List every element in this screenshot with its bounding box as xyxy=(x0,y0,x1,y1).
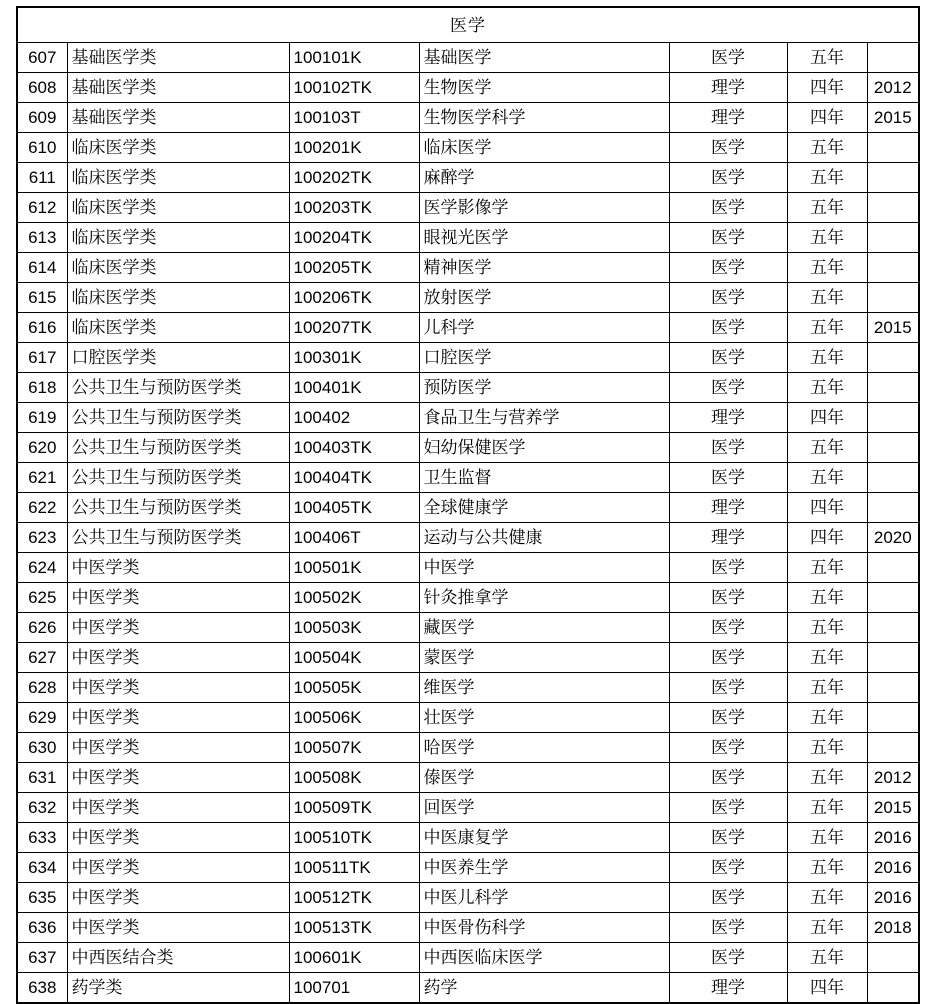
added-year xyxy=(867,253,919,283)
major-id: 636 xyxy=(17,913,67,943)
major-name: 放射医学 xyxy=(419,283,669,313)
major-name: 卫生监督 xyxy=(419,463,669,493)
degree-type: 医学 xyxy=(669,913,787,943)
degree-type: 医学 xyxy=(669,163,787,193)
study-years: 五年 xyxy=(787,433,867,463)
major-name: 妇幼保健医学 xyxy=(419,433,669,463)
major-category: 公共卫生与预防医学类 xyxy=(67,493,289,523)
major-code: 100512TK xyxy=(289,883,419,913)
major-id: 614 xyxy=(17,253,67,283)
major-name: 运动与公共健康 xyxy=(419,523,669,553)
major-id: 629 xyxy=(17,703,67,733)
study-years: 四年 xyxy=(787,403,867,433)
major-code: 100601K xyxy=(289,943,419,973)
major-code: 100508K xyxy=(289,763,419,793)
table-row xyxy=(17,43,919,73)
major-category: 中医学类 xyxy=(67,763,289,793)
table-row xyxy=(17,433,919,463)
major-name: 药学 xyxy=(419,973,669,1004)
table-row xyxy=(17,913,919,943)
major-name: 口腔医学 xyxy=(419,343,669,373)
major-name: 蒙医学 xyxy=(419,643,669,673)
major-code: 100103T xyxy=(289,103,419,133)
degree-type: 理学 xyxy=(669,493,787,523)
major-name: 食品卫生与营养学 xyxy=(419,403,669,433)
degree-type: 医学 xyxy=(669,853,787,883)
study-years: 五年 xyxy=(787,793,867,823)
table-row xyxy=(17,103,919,133)
major-name: 哈医学 xyxy=(419,733,669,763)
degree-type: 医学 xyxy=(669,433,787,463)
major-name: 傣医学 xyxy=(419,763,669,793)
study-years: 五年 xyxy=(787,613,867,643)
degree-type: 医学 xyxy=(669,553,787,583)
degree-type: 医学 xyxy=(669,43,787,73)
major-code: 100507K xyxy=(289,733,419,763)
study-years: 五年 xyxy=(787,763,867,793)
major-name: 眼视光医学 xyxy=(419,223,669,253)
major-category: 中医学类 xyxy=(67,823,289,853)
major-name: 壮医学 xyxy=(419,703,669,733)
added-year: 2015 xyxy=(867,103,919,133)
major-category: 公共卫生与预防医学类 xyxy=(67,403,289,433)
major-code: 100506K xyxy=(289,703,419,733)
added-year xyxy=(867,943,919,973)
major-id: 626 xyxy=(17,613,67,643)
table-row xyxy=(17,373,919,403)
added-year: 2012 xyxy=(867,763,919,793)
table-row xyxy=(17,403,919,433)
added-year xyxy=(867,553,919,583)
degree-type: 理学 xyxy=(669,523,787,553)
added-year xyxy=(867,283,919,313)
table-row xyxy=(17,673,919,703)
table-row xyxy=(17,973,919,1004)
major-code: 100403TK xyxy=(289,433,419,463)
major-category: 中医学类 xyxy=(67,613,289,643)
major-name: 中医养生学 xyxy=(419,853,669,883)
table-row xyxy=(17,313,919,343)
major-category: 临床医学类 xyxy=(67,193,289,223)
major-name: 预防医学 xyxy=(419,373,669,403)
major-category: 中医学类 xyxy=(67,643,289,673)
added-year xyxy=(867,43,919,73)
major-name: 麻醉学 xyxy=(419,163,669,193)
major-id: 621 xyxy=(17,463,67,493)
major-id: 625 xyxy=(17,583,67,613)
major-id: 607 xyxy=(17,43,67,73)
major-code: 100406T xyxy=(289,523,419,553)
table-row xyxy=(17,583,919,613)
study-years: 五年 xyxy=(787,733,867,763)
major-id: 630 xyxy=(17,733,67,763)
table-row xyxy=(17,763,919,793)
study-years: 五年 xyxy=(787,673,867,703)
major-category: 临床医学类 xyxy=(67,133,289,163)
study-years: 五年 xyxy=(787,343,867,373)
major-id: 623 xyxy=(17,523,67,553)
major-category: 公共卫生与预防医学类 xyxy=(67,433,289,463)
major-id: 609 xyxy=(17,103,67,133)
table-row xyxy=(17,883,919,913)
major-name: 临床医学 xyxy=(419,133,669,163)
major-code: 100505K xyxy=(289,673,419,703)
major-category: 基础医学类 xyxy=(67,43,289,73)
table-row xyxy=(17,253,919,283)
degree-type: 医学 xyxy=(669,253,787,283)
major-code: 100206TK xyxy=(289,283,419,313)
major-id: 620 xyxy=(17,433,67,463)
major-name: 中医骨伤科学 xyxy=(419,913,669,943)
major-category: 中医学类 xyxy=(67,583,289,613)
major-id: 615 xyxy=(17,283,67,313)
major-code: 100301K xyxy=(289,343,419,373)
degree-type: 医学 xyxy=(669,823,787,853)
added-year: 2015 xyxy=(867,313,919,343)
table-row xyxy=(17,223,919,253)
major-id: 638 xyxy=(17,973,67,1004)
major-category: 中医学类 xyxy=(67,733,289,763)
table-body xyxy=(17,7,919,1003)
major-name: 生物医学 xyxy=(419,73,669,103)
major-code: 100402 xyxy=(289,403,419,433)
added-year xyxy=(867,613,919,643)
major-name: 中西医临床医学 xyxy=(419,943,669,973)
study-years: 五年 xyxy=(787,373,867,403)
major-id: 616 xyxy=(17,313,67,343)
study-years: 五年 xyxy=(787,943,867,973)
table-row xyxy=(17,283,919,313)
major-code: 100404TK xyxy=(289,463,419,493)
major-id: 612 xyxy=(17,193,67,223)
major-name: 中医儿科学 xyxy=(419,883,669,913)
table-row xyxy=(17,193,919,223)
study-years: 四年 xyxy=(787,523,867,553)
degree-type: 医学 xyxy=(669,463,787,493)
added-year xyxy=(867,343,919,373)
major-id: 634 xyxy=(17,853,67,883)
major-code: 100205TK xyxy=(289,253,419,283)
study-years: 五年 xyxy=(787,193,867,223)
degree-type: 理学 xyxy=(669,403,787,433)
added-year xyxy=(867,733,919,763)
degree-type: 医学 xyxy=(669,613,787,643)
study-years: 五年 xyxy=(787,283,867,313)
major-name: 精神医学 xyxy=(419,253,669,283)
degree-type: 医学 xyxy=(669,283,787,313)
study-years: 五年 xyxy=(787,553,867,583)
table-row xyxy=(17,853,919,883)
table-row xyxy=(17,133,919,163)
major-name: 回医学 xyxy=(419,793,669,823)
table-row xyxy=(17,943,919,973)
major-id: 632 xyxy=(17,793,67,823)
degree-type: 医学 xyxy=(669,583,787,613)
major-id: 628 xyxy=(17,673,67,703)
degree-type: 医学 xyxy=(669,673,787,703)
table-row xyxy=(17,703,919,733)
major-name: 医学影像学 xyxy=(419,193,669,223)
degree-type: 医学 xyxy=(669,883,787,913)
study-years: 五年 xyxy=(787,463,867,493)
major-category: 公共卫生与预防医学类 xyxy=(67,373,289,403)
major-code: 100509TK xyxy=(289,793,419,823)
major-code: 100204TK xyxy=(289,223,419,253)
major-code: 100202TK xyxy=(289,163,419,193)
added-year xyxy=(867,463,919,493)
table-row xyxy=(17,733,919,763)
degree-type: 理学 xyxy=(669,73,787,103)
major-category: 基础医学类 xyxy=(67,103,289,133)
major-code: 100401K xyxy=(289,373,419,403)
degree-type: 医学 xyxy=(669,343,787,373)
major-category: 中医学类 xyxy=(67,673,289,703)
major-category: 公共卫生与预防医学类 xyxy=(67,463,289,493)
major-name: 基础医学 xyxy=(419,43,669,73)
major-category: 临床医学类 xyxy=(67,253,289,283)
degree-type: 医学 xyxy=(669,703,787,733)
major-name: 藏医学 xyxy=(419,613,669,643)
added-year: 2016 xyxy=(867,883,919,913)
major-id: 631 xyxy=(17,763,67,793)
major-id: 622 xyxy=(17,493,67,523)
study-years: 五年 xyxy=(787,823,867,853)
added-year: 2012 xyxy=(867,73,919,103)
major-category: 药学类 xyxy=(67,973,289,1004)
major-category: 中医学类 xyxy=(67,793,289,823)
major-name: 针灸推拿学 xyxy=(419,583,669,613)
degree-type: 医学 xyxy=(669,643,787,673)
major-code: 100101K xyxy=(289,43,419,73)
major-code: 100203TK xyxy=(289,193,419,223)
major-code: 100511TK xyxy=(289,853,419,883)
study-years: 五年 xyxy=(787,253,867,283)
major-code: 100513TK xyxy=(289,913,419,943)
major-catalog-table xyxy=(16,6,920,1004)
study-years: 五年 xyxy=(787,853,867,883)
degree-type: 医学 xyxy=(669,373,787,403)
added-year: 2020 xyxy=(867,523,919,553)
table-row xyxy=(17,463,919,493)
study-years: 五年 xyxy=(787,223,867,253)
degree-type: 医学 xyxy=(669,223,787,253)
study-years: 五年 xyxy=(787,643,867,673)
table-row xyxy=(17,613,919,643)
major-code: 100102TK xyxy=(289,73,419,103)
study-years: 四年 xyxy=(787,73,867,103)
added-year: 2016 xyxy=(867,823,919,853)
added-year: 2015 xyxy=(867,793,919,823)
major-code: 100504K xyxy=(289,643,419,673)
degree-type: 医学 xyxy=(669,793,787,823)
major-code: 100502K xyxy=(289,583,419,613)
study-years: 五年 xyxy=(787,43,867,73)
major-code: 100207TK xyxy=(289,313,419,343)
study-years: 四年 xyxy=(787,973,867,1004)
major-id: 611 xyxy=(17,163,67,193)
degree-type: 医学 xyxy=(669,193,787,223)
added-year xyxy=(867,223,919,253)
added-year xyxy=(867,373,919,403)
table-row xyxy=(17,343,919,373)
major-category: 公共卫生与预防医学类 xyxy=(67,523,289,553)
major-category: 临床医学类 xyxy=(67,313,289,343)
major-name: 中医学 xyxy=(419,553,669,583)
major-code: 100405TK xyxy=(289,493,419,523)
added-year xyxy=(867,643,919,673)
major-code: 100701 xyxy=(289,973,419,1004)
table-title-row xyxy=(17,7,919,43)
added-year xyxy=(867,163,919,193)
study-years: 五年 xyxy=(787,703,867,733)
added-year xyxy=(867,403,919,433)
table-row xyxy=(17,823,919,853)
table-row xyxy=(17,643,919,673)
degree-type: 理学 xyxy=(669,973,787,1004)
study-years: 五年 xyxy=(787,583,867,613)
table-row xyxy=(17,793,919,823)
major-category: 临床医学类 xyxy=(67,163,289,193)
document-page xyxy=(0,6,934,997)
study-years: 五年 xyxy=(787,883,867,913)
degree-type: 医学 xyxy=(669,313,787,343)
study-years: 五年 xyxy=(787,913,867,943)
major-category: 中医学类 xyxy=(67,913,289,943)
major-category: 临床医学类 xyxy=(67,283,289,313)
major-id: 624 xyxy=(17,553,67,583)
degree-type: 医学 xyxy=(669,733,787,763)
major-id: 619 xyxy=(17,403,67,433)
study-years: 四年 xyxy=(787,103,867,133)
study-years: 五年 xyxy=(787,313,867,343)
added-year xyxy=(867,583,919,613)
added-year: 2018 xyxy=(867,913,919,943)
study-years: 五年 xyxy=(787,163,867,193)
added-year xyxy=(867,433,919,463)
major-code: 100501K xyxy=(289,553,419,583)
major-id: 633 xyxy=(17,823,67,853)
added-year: 2016 xyxy=(867,853,919,883)
major-name: 维医学 xyxy=(419,673,669,703)
major-id: 613 xyxy=(17,223,67,253)
major-name: 儿科学 xyxy=(419,313,669,343)
study-years: 五年 xyxy=(787,133,867,163)
table-row xyxy=(17,73,919,103)
major-category: 中医学类 xyxy=(67,853,289,883)
added-year xyxy=(867,493,919,523)
table-row xyxy=(17,523,919,553)
added-year xyxy=(867,973,919,1004)
major-id: 627 xyxy=(17,643,67,673)
table-row xyxy=(17,163,919,193)
major-category: 基础医学类 xyxy=(67,73,289,103)
major-category: 中医学类 xyxy=(67,883,289,913)
table-row xyxy=(17,553,919,583)
page-title: 医学 xyxy=(17,7,919,43)
study-years: 四年 xyxy=(787,493,867,523)
degree-type: 医学 xyxy=(669,943,787,973)
added-year xyxy=(867,703,919,733)
degree-type: 医学 xyxy=(669,133,787,163)
major-code: 100510TK xyxy=(289,823,419,853)
degree-type: 理学 xyxy=(669,103,787,133)
major-name: 全球健康学 xyxy=(419,493,669,523)
major-id: 610 xyxy=(17,133,67,163)
added-year xyxy=(867,193,919,223)
table-row xyxy=(17,493,919,523)
added-year xyxy=(867,133,919,163)
major-name: 中医康复学 xyxy=(419,823,669,853)
major-category: 中医学类 xyxy=(67,703,289,733)
major-code: 100503K xyxy=(289,613,419,643)
major-category: 口腔医学类 xyxy=(67,343,289,373)
major-category: 临床医学类 xyxy=(67,223,289,253)
major-code: 100201K xyxy=(289,133,419,163)
major-id: 608 xyxy=(17,73,67,103)
added-year xyxy=(867,673,919,703)
major-name: 生物医学科学 xyxy=(419,103,669,133)
major-id: 637 xyxy=(17,943,67,973)
major-category: 中西医结合类 xyxy=(67,943,289,973)
major-category: 中医学类 xyxy=(67,553,289,583)
major-id: 617 xyxy=(17,343,67,373)
major-id: 635 xyxy=(17,883,67,913)
major-id: 618 xyxy=(17,373,67,403)
degree-type: 医学 xyxy=(669,763,787,793)
